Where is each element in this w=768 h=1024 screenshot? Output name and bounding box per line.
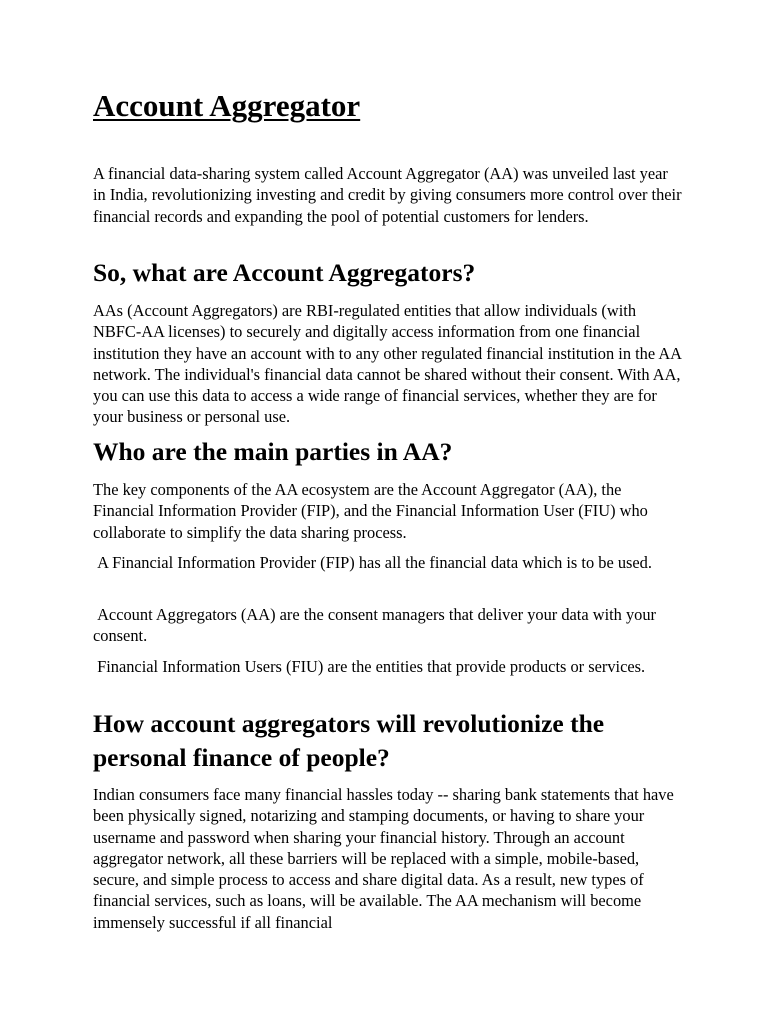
intro-block [93,163,683,227]
section-main-parties-para-1 [93,479,683,543]
document-title: Account Aggregator [93,88,361,123]
section-heading: Who are the main parties in AA? [93,437,453,466]
section-heading: So, what are Account Aggregators? [93,258,476,287]
section-main-parties-para-3 [93,604,683,647]
section-main-parties-heading-block [93,435,683,469]
section-what-are-aa-heading-block [93,256,683,290]
section-paragraph: Account Aggregators (AA) are the consent managers that deliver your data with your consent. [93,605,657,646]
section-paragraph: A Financial Information Provider (FIP) has all the financial data which is to be used. [93,553,652,572]
section-main-parties-para-4 [93,656,683,677]
section-revolutionize-heading-block [93,707,683,775]
intro-paragraph: A financial data-sharing system called Account Aggregator (AA) was unveiled last year in India, revolutionizing investing and credit by giving consumers more control over their financial records and expanding the pool of potential customers for lenders. [93,164,682,226]
section-paragraph: Financial Information Users (FIU) are the entities that provide products or services. [93,657,646,676]
section-heading: How account aggregators will revolutionize the personal finance of people? [93,709,605,772]
section-paragraph: The key components of the AA ecosystem are the Account Aggregator (AA), the Financial Information Provider (FIP), and the Financial Information User (FIU) who collaborate to simplify the data sharing process. [93,480,648,542]
section-what-are-aa-body [93,300,683,428]
section-paragraph: Indian consumers face many financial hassles today -- sharing bank statements that have been physically signed, notarizing and stamping documents, or having to share your username and password when sharing your financial history. Through an account aggregator network, all these barriers will be replaced with a simple, mobile-based, secure, and simple process to access and share digital data. As a result, new types of financial services, such as loans, will be available. The AA mechanism will become immensely successful if all financial [93,785,674,932]
section-paragraph: AAs (Account Aggregators) are RBI-regulated entities that allow individuals (with NBFC-AA licenses) to securely and digitally access information from one financial institution they have an account with to any other regulated financial institution in the AA network. The individual's financial data cannot be shared without their consent. With AA, you can use this data to access a wide range of financial services, whether they are for your business or personal use. [93,301,682,427]
section-revolutionize-body [93,784,683,933]
section-main-parties-para-2 [93,552,683,573]
